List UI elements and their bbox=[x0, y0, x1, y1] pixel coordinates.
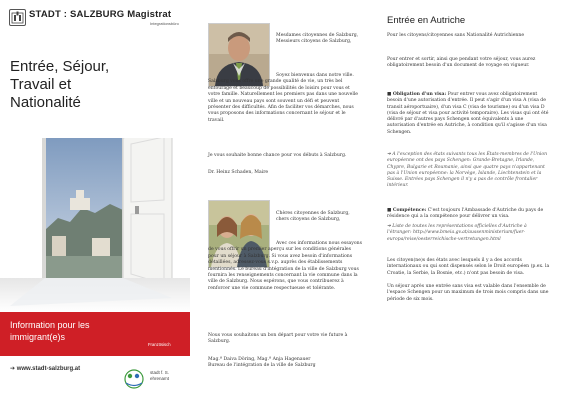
mayor-signature: Dr. Heinz Schaden, Maire bbox=[208, 170, 269, 175]
visa-text: Pour entrer vous avez obligatoirement besoin d'une autorisation d'entrée. Il peut s'agir d'un visa A (visa de transit aéroportuaire), d'un visa C (visa de tourisme) ou d'un visa D (visa de séjour et visa pour activité temporaire). Les visas qui ont été délivré par d'autres pays Schengen sont équivalents à une autorisation d'entrée en Autriche, à condition qu'il s'agisse d'un visa Schengen. bbox=[387, 92, 549, 135]
visa-note: ➔ A l'exception des états suivants tous les États-membres de l'Union européenne ont des pays Schengen: Grande-Bretagne, Irlande, Chypre, Bulgarie et Roumanie, ainsi que quatre pays n'appartenant pas à l'Union européenne: la Norvège, Islande, Liechtenstein et la Suisse. Entrées pays Schengen il n'y a pas de contrôle frontalier intérieur. bbox=[387, 152, 548, 189]
team-intro: Avec ces informations nous essayons de vous offrir un premier aperçu sur les conditions générales pour un séjour à Salzburg. Si vous avez besoin d'informations détaillées, adressez-vous s.v.p. auprès des établissements mentionnés. Le bureau d'intégration de la ville de Salzburg vous fournira les renseignements concernant la vie commune dans la ville de Salzburg. Nous espérons, que vous contribuerez à renforcer une vie commune respectueuse et tolérante. bbox=[208, 241, 362, 291]
cover-subtitle-line: immigrant(e)s bbox=[10, 332, 66, 342]
language-label: Französisch bbox=[148, 342, 171, 347]
team-signature-names: Mag.ª Daiva Döring, Mag.ª Anja Hagenauer bbox=[208, 357, 311, 362]
cover-panel bbox=[0, 0, 190, 400]
cover-title-line: Entrée, Séjour, bbox=[10, 58, 110, 75]
mayor-greeting: Mesdames citoyennes de Salzburg, Messieurs citoyens de Salzburg, bbox=[276, 33, 359, 45]
logo-subtitle: Integrationsbüro bbox=[150, 21, 179, 26]
mayor-intro: Soyez bienvenus dans notre ville. Salzburg vous offre une grande qualité de vie, un très bel entourage et beaucoup de possibilités de loisirs pour vous et votre famille. Naturellement les premiers pas dans une nouvelle ville et un nouveau pays sont souvent un défi et peuvent présenter des difficultés. Afin de faciliter vos démarches, nous vous proposons des informations concernant le séjour et le travail. bbox=[208, 73, 359, 123]
open-door-illustration bbox=[0, 138, 190, 312]
competence-section bbox=[387, 208, 552, 221]
cover-title bbox=[10, 58, 140, 112]
section-subtitle: Pour les citoyens/citoyennes sans Nationalité Autrichienne bbox=[387, 33, 525, 38]
team-greeting: Chères citoyennes de Salzburg, chers citoyens de Salzburg, bbox=[276, 211, 350, 223]
mayor-wish: Je vous souhaite bonne chance pour vos débuts à Salzburg. bbox=[208, 153, 347, 158]
badge-line: stadt f. S. bbox=[150, 370, 170, 375]
travel-document-text: Pour entrer et sortir, ainsi que pendant votre séjour, vous aurez obligatoirement besoin d'un document de voyage en vigueur. bbox=[387, 57, 536, 69]
logo-title: STADT : SALZBURG Magistrat bbox=[29, 9, 172, 20]
ehrenamt-badge bbox=[120, 368, 180, 390]
website-link[interactable]: ➔ www.stadt-salzburg.at bbox=[10, 366, 81, 372]
team-signature bbox=[208, 357, 368, 370]
bullet-icon: ■ bbox=[387, 92, 393, 97]
ehrenamt-badge-icon bbox=[120, 368, 148, 390]
competence-heading: Compétence: bbox=[392, 208, 427, 213]
representations-link[interactable]: ➔ Liste de toutes les représentations officielles d'Autriche à l'étranger: http://www.bmeia.gv.at/aussenministerium/fuer-europa/reise/oesterreichische-vertretungen.html bbox=[387, 224, 527, 242]
schengen-stay-text: Un séjour après une entrée sans visa est valable dans l'ensemble de l'espace Schengen pour un maximum de trois mois compris dans une période de six mois. bbox=[387, 284, 549, 302]
cover-subtitle bbox=[10, 319, 150, 343]
cover-title-line: Nationalité bbox=[10, 94, 81, 111]
visa-exemption-text: Les citoyen(ne)s des états avec lesquels il y a des accords internationaux ou qui sont dispensés selon le Droit européen (p.ex. la Croatie, la Serbie, la Bosnie, etc.) n'ont pas besoin de visa. bbox=[387, 258, 550, 276]
competence-text: C'est toujours l'Ambassade d'Autriche du pays de résidence qui a la compétence pour délivrer un visa. bbox=[387, 208, 544, 220]
cover-title-line: Travail et bbox=[10, 76, 72, 93]
city-crest-icon bbox=[9, 9, 26, 26]
team-signature-office: Bureau de l'intégration de la ville de Salzburg bbox=[208, 363, 316, 369]
badge-line: ehrenamt bbox=[150, 375, 170, 381]
section-title: Entrée en Autriche bbox=[387, 15, 466, 26]
visa-section bbox=[387, 92, 552, 136]
bullet-icon: ■ bbox=[387, 208, 393, 213]
team-wish: Nous vous souhaitons un bon départ pour votre vie future à Salzburg. bbox=[208, 333, 348, 345]
visa-heading: Obligation d'un visa: bbox=[392, 92, 447, 97]
cover-subtitle-line: Information pour les bbox=[10, 320, 90, 330]
badge-text bbox=[150, 370, 169, 381]
city-logo bbox=[9, 9, 189, 35]
